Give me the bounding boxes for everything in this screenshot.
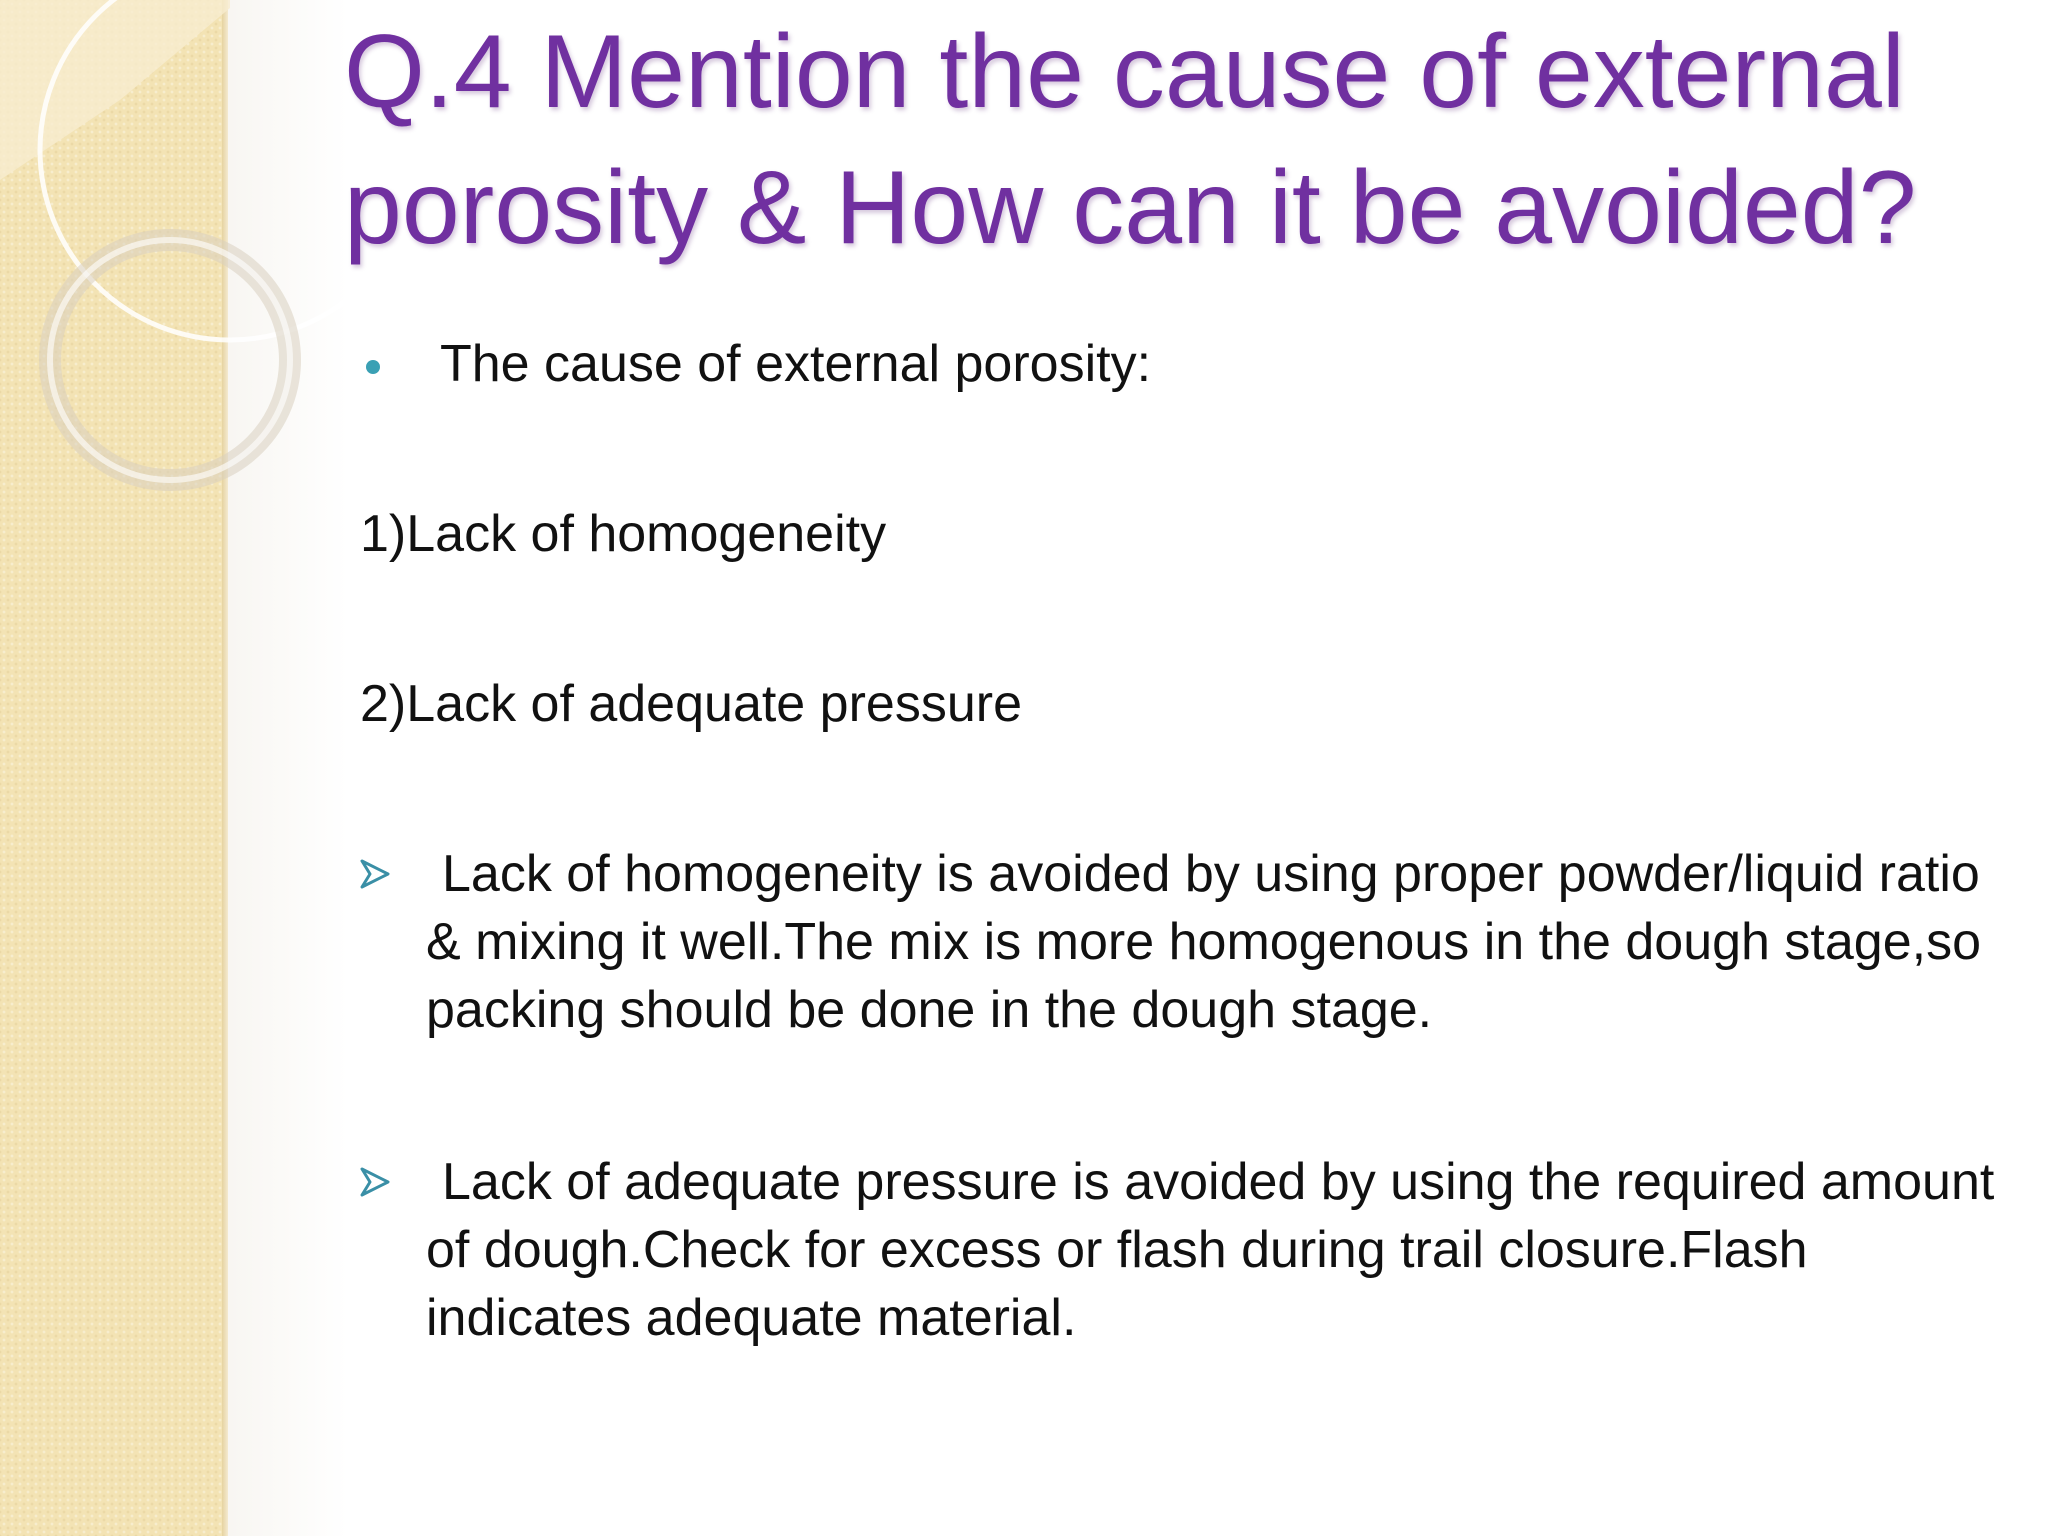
remedy-item-1 <box>360 840 2000 1044</box>
arrowhead-icon <box>360 858 390 890</box>
slide-title: Q.4 Mention the cause of external porosity & How can it be avoided? <box>344 14 1917 266</box>
cause-item-2: 2)Lack of adequate pressure <box>360 675 1022 733</box>
intro-item <box>360 330 2000 398</box>
arrowhead-icon <box>360 1166 390 1198</box>
remedy-text-2: Lack of adequate pressure is avoided by using the required amount of dough.Check for excess or flash during trail closure.Flash indicates adequate material. <box>426 1153 1995 1347</box>
remedy-text-1: Lack of homogeneity is avoided by using proper powder/liquid ratio & mixing it well.The mix is more homogenous in the dough stage,so packing should be done in the dough stage. <box>426 845 1981 1039</box>
remedy-item-2 <box>360 1148 2000 1352</box>
slide-body <box>360 330 2000 1352</box>
side-pattern-band <box>0 0 226 1536</box>
side-shadow-panel <box>228 0 348 1536</box>
round-dot-icon <box>366 360 380 374</box>
intro-text: The cause of external porosity: <box>440 335 1152 393</box>
cause-item-1: 1)Lack of homogeneity <box>360 505 887 563</box>
